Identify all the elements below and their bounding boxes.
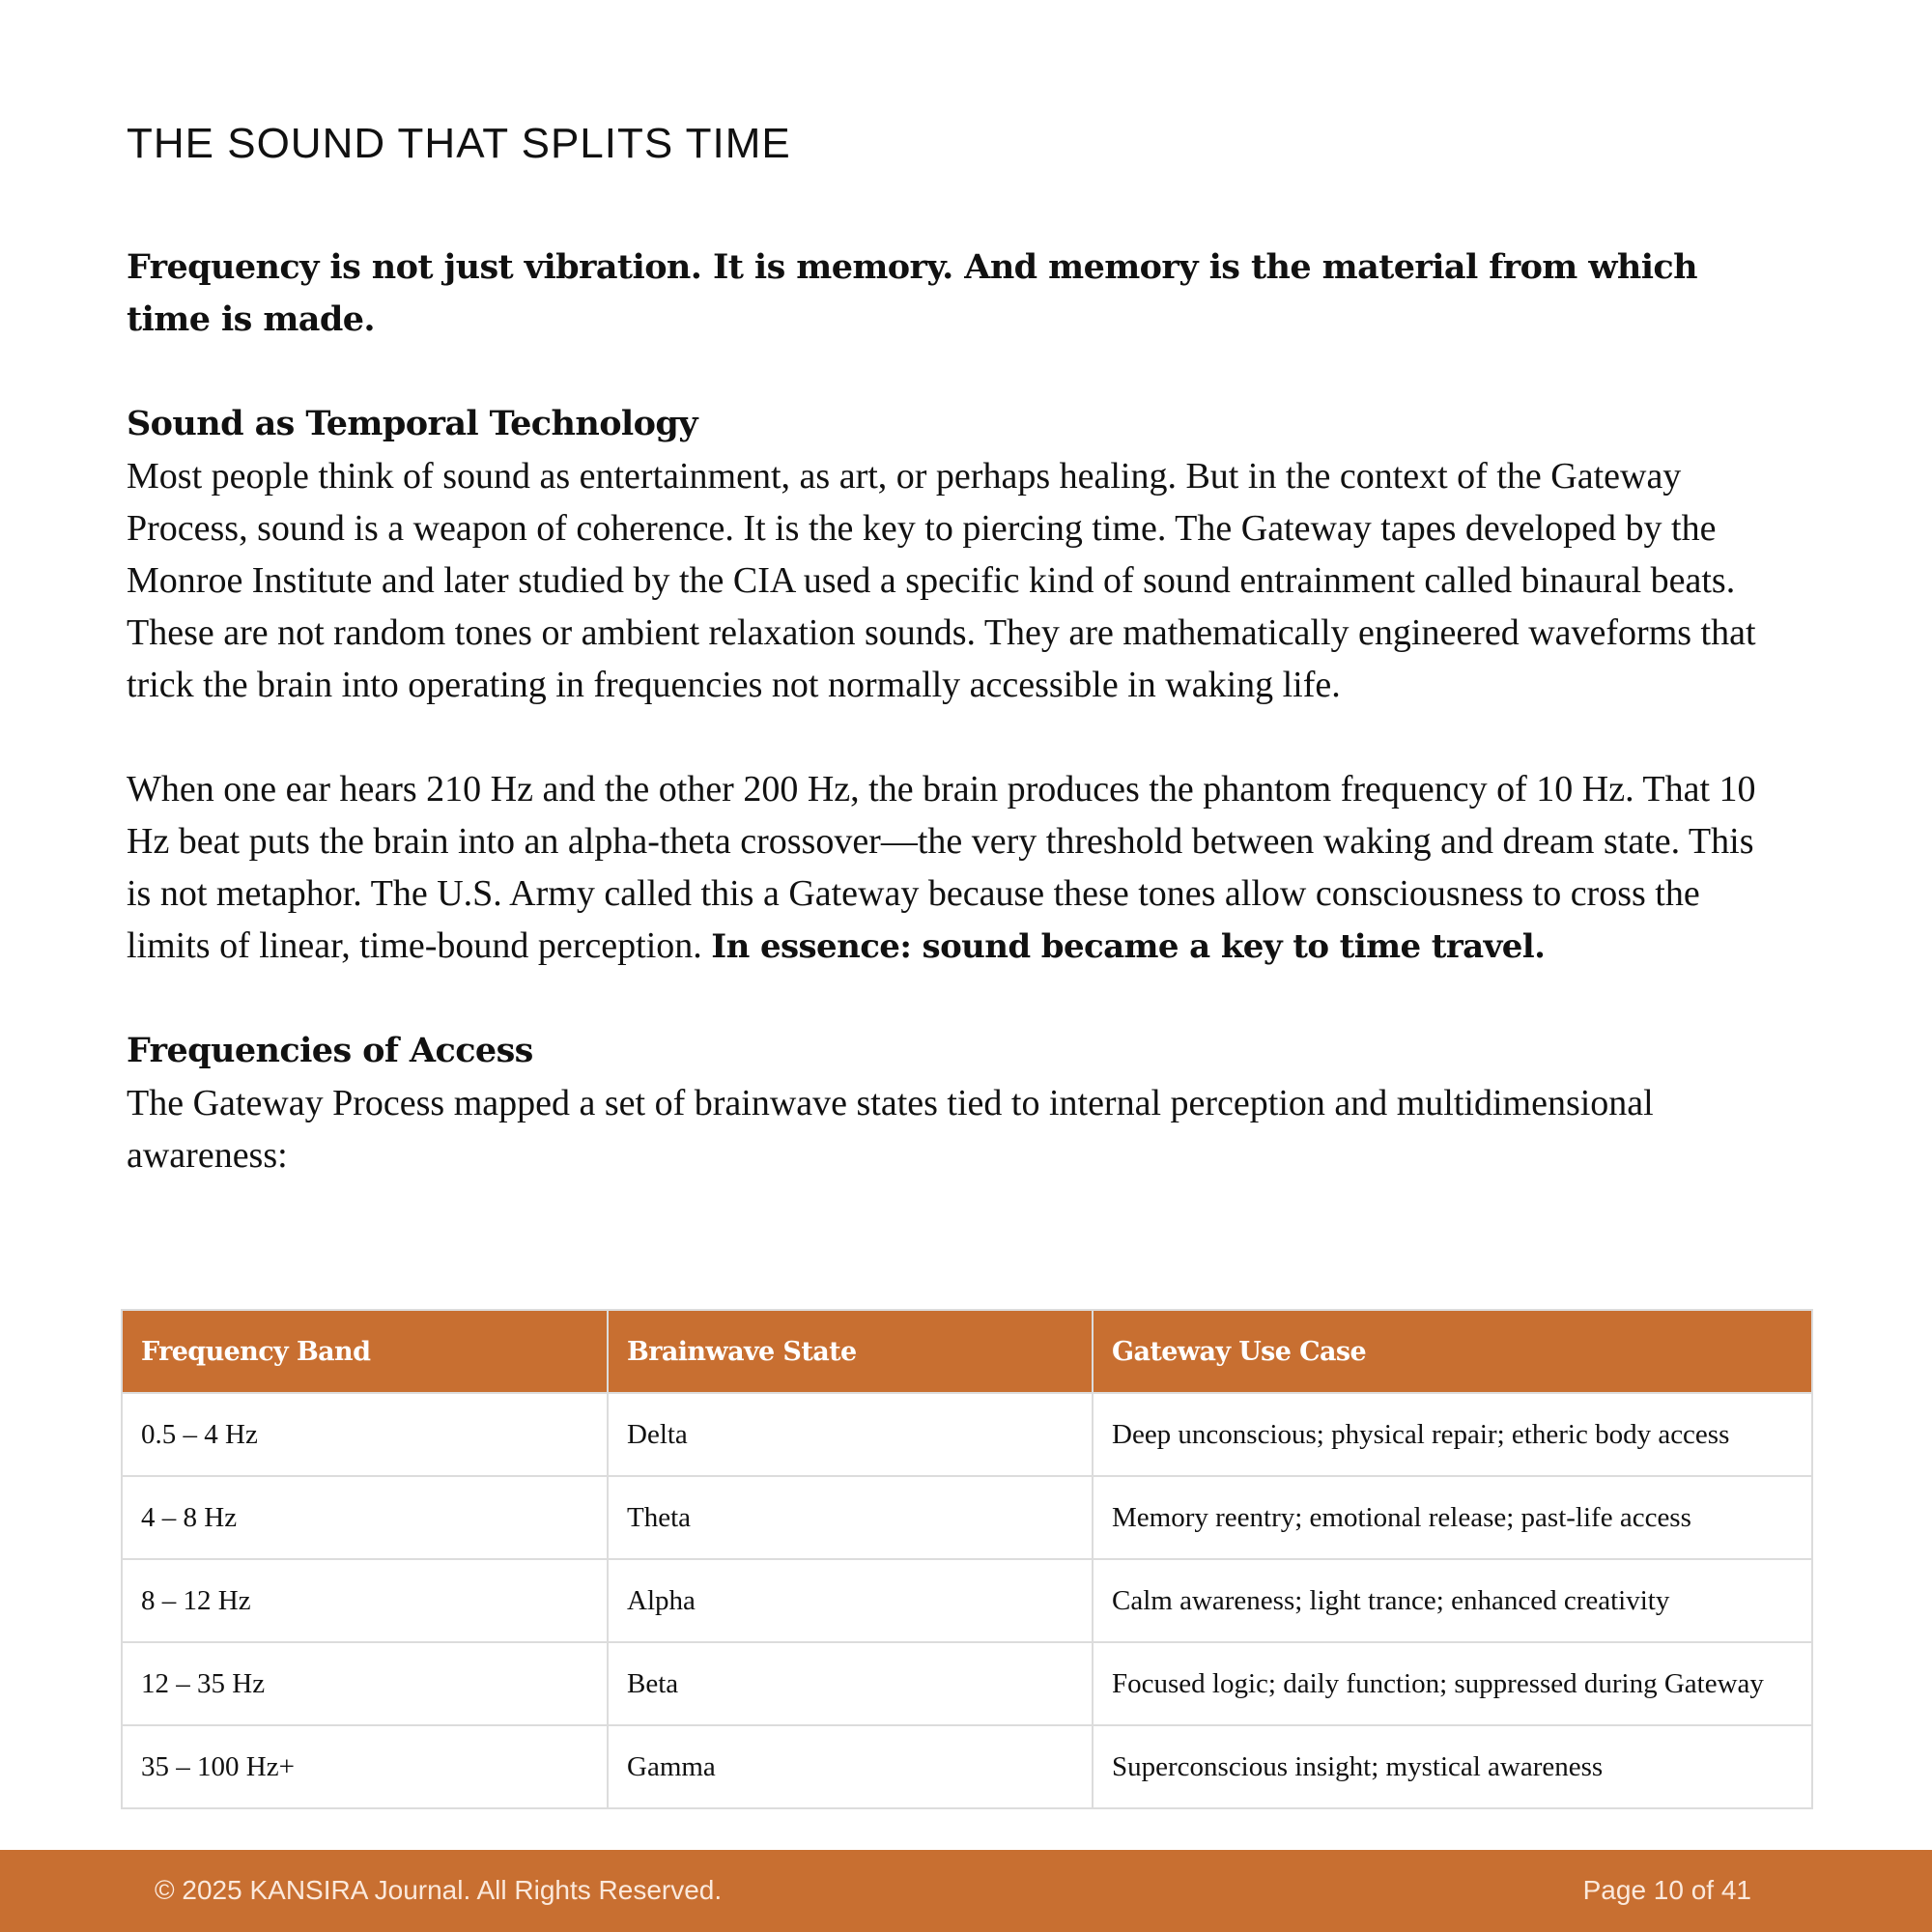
cell-frequency-band: 35 – 100 Hz+ bbox=[122, 1725, 608, 1808]
cell-frequency-band: 8 – 12 Hz bbox=[122, 1559, 608, 1642]
cell-gateway-use-case: Focused logic; daily function; suppressed during Gateway bbox=[1093, 1642, 1812, 1725]
page-content bbox=[127, 116, 1769, 1212]
cell-frequency-band: 0.5 – 4 Hz bbox=[122, 1393, 608, 1476]
section-heading-frequencies: Frequencies of Access bbox=[127, 1031, 533, 1070]
header-brainwave-state: Brainwave State bbox=[608, 1310, 1093, 1393]
lead-statement: Frequency is not just vibration. It is memory. And memory is the material from which time is made. bbox=[127, 247, 1697, 339]
table-header-row bbox=[122, 1310, 1812, 1393]
section-heading-temporal-technology: Sound as Temporal Technology bbox=[127, 404, 697, 443]
header-frequency-band: Frequency Band bbox=[122, 1310, 608, 1393]
page-title: THE SOUND THAT SPLITS TIME bbox=[127, 120, 791, 167]
paragraph-binaural-beats bbox=[127, 763, 1769, 973]
footer-page-number: Page 10 of 41 bbox=[1582, 1875, 1751, 1905]
table-row bbox=[122, 1725, 1812, 1808]
cell-brainwave-state: Theta bbox=[608, 1476, 1093, 1559]
cell-frequency-band: 12 – 35 Hz bbox=[122, 1642, 608, 1725]
table-row bbox=[122, 1642, 1812, 1725]
page-footer bbox=[0, 1850, 1932, 1932]
cell-brainwave-state: Gamma bbox=[608, 1725, 1093, 1808]
cell-gateway-use-case: Deep unconscious; physical repair; etheric body access bbox=[1093, 1393, 1812, 1476]
frequency-table bbox=[121, 1309, 1813, 1809]
paragraph-sound-as-technology: Most people think of sound as entertainment, as art, or perhaps healing. But in the context of the Gateway Process, sound is a weapon of coherence. It is the key to piercing time. The Gateway tapes developed by the Monroe Institute and later studied by the CIA used a specific kind of sound entrainment called binaural beats. These are not random tones or ambient relaxation sounds. They are mathematically engineered waveforms that trick the brain into operating in frequencies not normally accessible in waking life. bbox=[127, 456, 1756, 705]
cell-brainwave-state: Alpha bbox=[608, 1559, 1093, 1642]
paragraph-binaural-emphasis: In essence: sound became a key to time travel. bbox=[711, 927, 1546, 966]
cell-gateway-use-case: Memory reentry; emotional release; past-life access bbox=[1093, 1476, 1812, 1559]
table-row bbox=[122, 1476, 1812, 1559]
paragraph-binaural-text: When one ear hears 210 Hz and the other 200 Hz, the brain produces the phantom frequency of 10 Hz. That 10 Hz beat puts the brain into an alpha-theta crossover—the very threshold between waking and dream state. This is not metaphor. The U.S. Army called this a Gateway because these tones allow consciousness to cross the limits of linear, time-bound perception. bbox=[127, 769, 1756, 966]
table-row bbox=[122, 1393, 1812, 1476]
header-gateway-use-case: Gateway Use Case bbox=[1093, 1310, 1812, 1393]
cell-brainwave-state: Beta bbox=[608, 1642, 1093, 1725]
cell-frequency-band: 4 – 8 Hz bbox=[122, 1476, 608, 1559]
footer-copyright: © 2025 KANSIRA Journal. All Rights Reserved. bbox=[155, 1875, 723, 1905]
cell-brainwave-state: Delta bbox=[608, 1393, 1093, 1476]
cell-gateway-use-case: Superconscious insight; mystical awareness bbox=[1093, 1725, 1812, 1808]
cell-gateway-use-case: Calm awareness; light trance; enhanced creativity bbox=[1093, 1559, 1812, 1642]
paragraph-frequencies-intro: The Gateway Process mapped a set of brainwave states tied to internal perception and multidimensional awareness: bbox=[127, 1083, 1654, 1176]
table-row bbox=[122, 1559, 1812, 1642]
